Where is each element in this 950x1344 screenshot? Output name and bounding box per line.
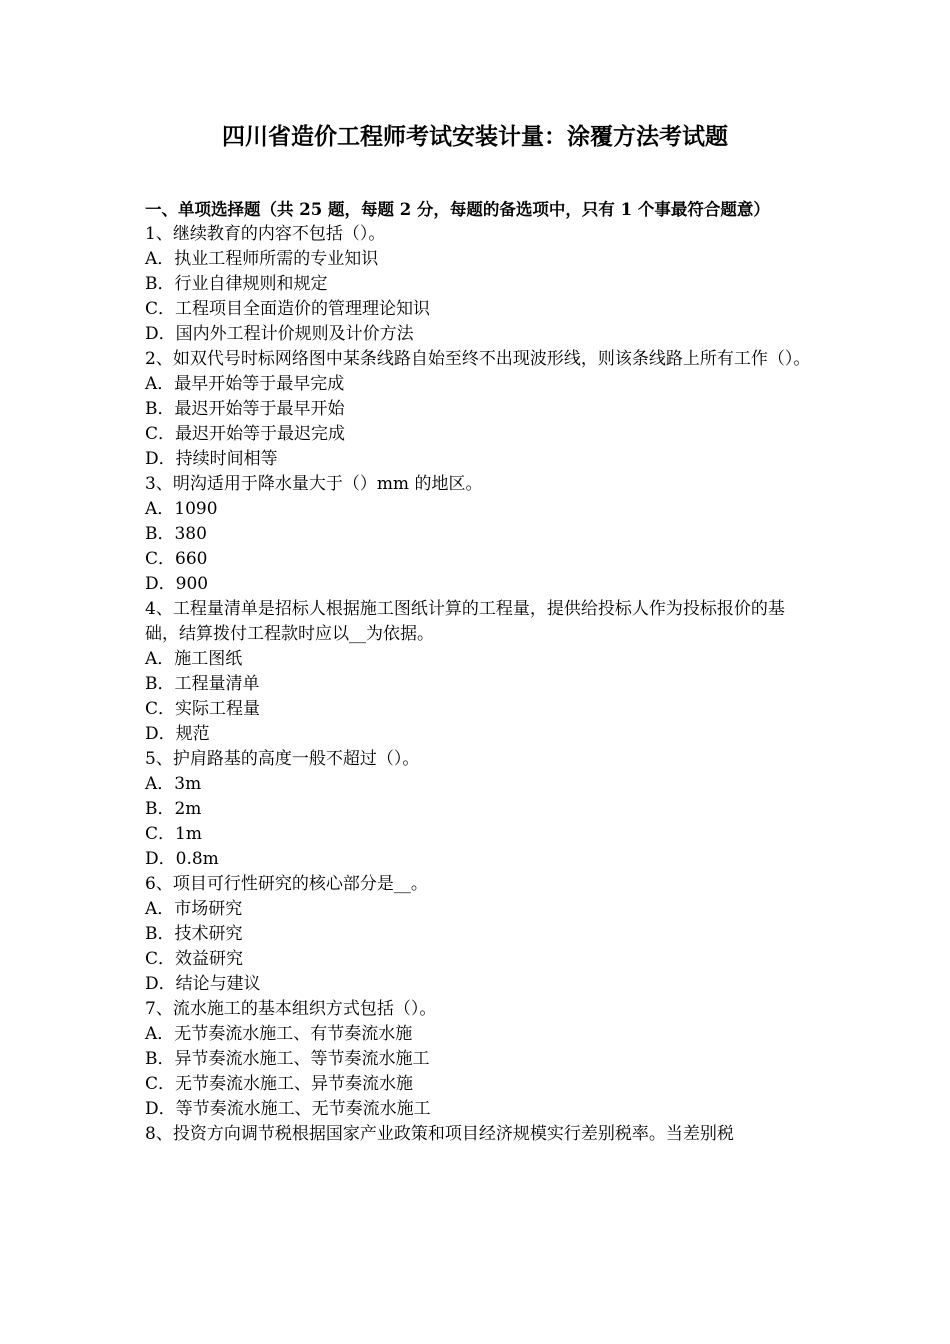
option-a: A．1090	[145, 499, 218, 519]
question-3	[145, 472, 813, 597]
question-stem: 6、项目可行性研究的核心部分是__。	[145, 874, 428, 894]
option-d: D．等节奏流水施工、无节奏流水施工	[145, 1099, 431, 1119]
option-c: C．无节奏流水施工、异节奏流水施	[145, 1074, 414, 1094]
question-stem: 1、继续教育的内容不包括（）。	[145, 224, 386, 244]
section-heading: 一、单项选择题（共 25 题，每题 2 分，每题的备选项中，只有 1 个事最符合题意）	[145, 200, 770, 219]
option-a: A．无节奏流水施工、有节奏流水施	[145, 1024, 413, 1044]
option-b: B．380	[145, 524, 207, 544]
option-a: A．施工图纸	[145, 649, 243, 669]
question-stem: 7、流水施工的基本组织方式包括（）。	[145, 999, 437, 1019]
question-4	[145, 597, 813, 747]
question-6	[145, 872, 813, 997]
option-a: A．市场研究	[145, 899, 243, 919]
question-7	[145, 997, 813, 1122]
option-b: B．2m	[145, 799, 202, 819]
option-b: B．工程量清单	[145, 674, 260, 694]
question-1	[145, 222, 813, 347]
question-2	[145, 347, 813, 472]
option-d: D．结论与建议	[145, 974, 261, 994]
option-b: B．行业自律规则和规定	[145, 274, 328, 294]
option-d: D．国内外工程计价规则及计价方法	[145, 324, 414, 344]
option-a: A．执业工程师所需的专业知识	[145, 249, 379, 269]
option-c: C．最迟开始等于最迟完成	[145, 424, 346, 444]
option-c: C．效益研究	[145, 949, 244, 969]
option-c: C．工程项目全面造价的管理理论知识	[145, 299, 431, 319]
document-body	[145, 197, 813, 1147]
option-d: D．0.8m	[145, 849, 219, 869]
option-c: C．1m	[145, 824, 202, 844]
option-a: A．3m	[145, 774, 202, 794]
option-c: C．660	[145, 549, 208, 569]
question-stem: 3、明沟适用于降水量大于（）mm 的地区。	[145, 474, 483, 494]
option-c: C．实际工程量	[145, 699, 261, 719]
document-title: 四川省造价工程师考试安装计量：涂覆方法考试题	[222, 123, 728, 150]
question-stem: 8、投资方向调节税根据国家产业政策和项目经济规模实行差别税率。当差别税	[145, 1124, 734, 1144]
question-stem: 4、工程量清单是招标人根据施工图纸计算的工程量，提供给投标人作为投标报价的基础，结算拨付工程款时应以__为依据。	[145, 599, 785, 644]
option-d: D．规范	[145, 724, 210, 744]
question-5	[145, 747, 813, 872]
option-d: D．持续时间相等	[145, 449, 278, 469]
option-b: B．异节奏流水施工、等节奏流水施工	[145, 1049, 430, 1069]
option-b: B．最迟开始等于最早开始	[145, 399, 345, 419]
question-stem: 2、如双代号时标网络图中某条线路自始至终不出现波形线，则该条线路上所有工作（）。	[145, 349, 811, 369]
option-a: A．最早开始等于最早完成	[145, 374, 345, 394]
question-8	[145, 1122, 813, 1147]
option-d: D．900	[145, 574, 209, 594]
option-b: B．技术研究	[145, 924, 243, 944]
question-stem: 5、护肩路基的高度一般不超过（）。	[145, 749, 420, 769]
